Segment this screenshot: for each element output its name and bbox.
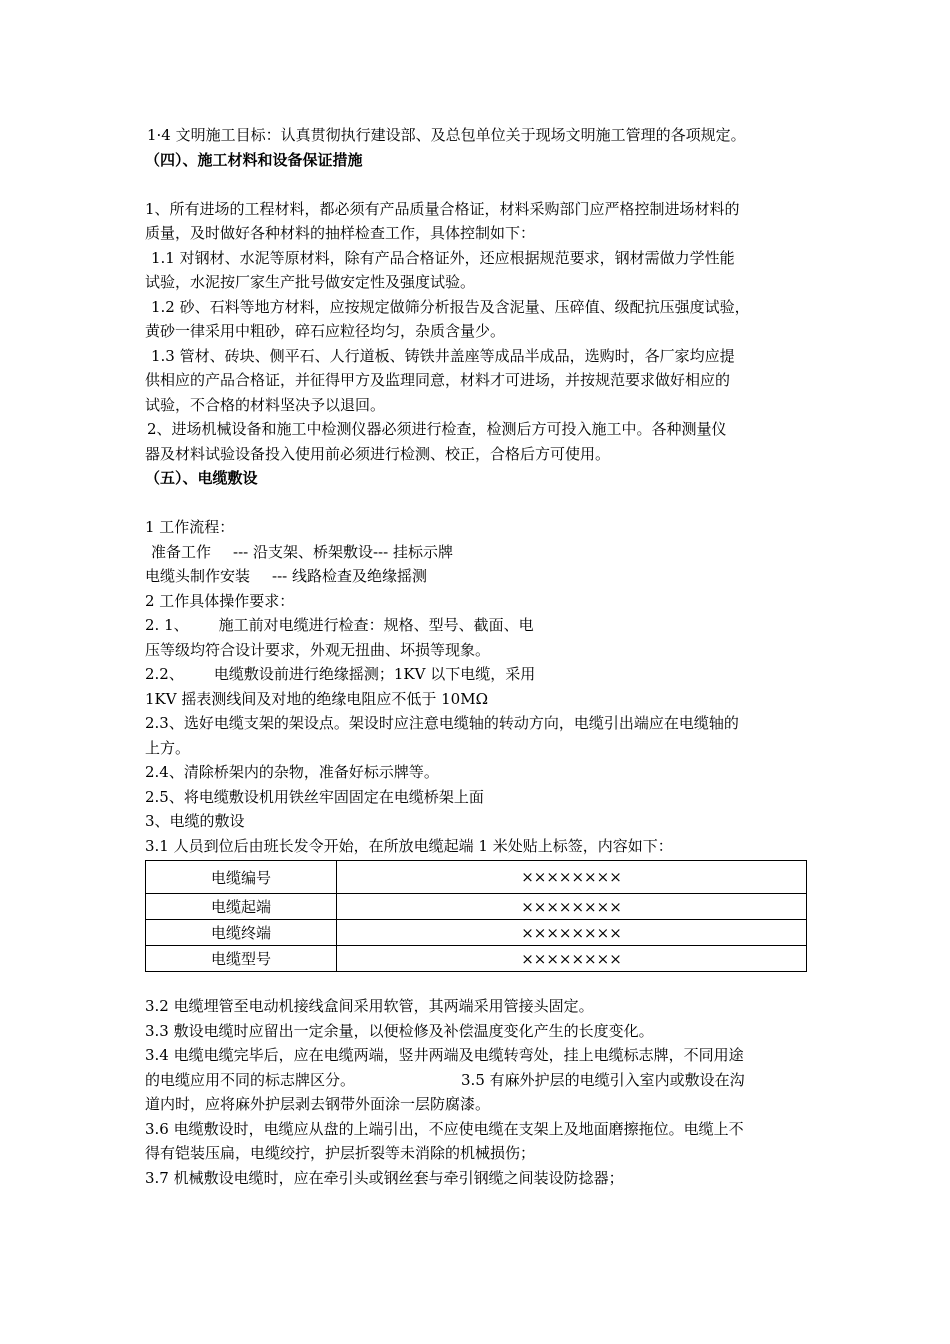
paragraph-line: 试验，水泥按厂家生产批号做安定性及强度试验。: [145, 273, 476, 291]
item-text: 施工前对电缆进行检查：规格、型号、截面、电: [218, 616, 534, 634]
section-heading-materials: （四）、施工材料和设备保证措施: [145, 150, 363, 169]
table-cell-key: 电缆型号: [146, 946, 337, 972]
paragraph-line: 3、电缆的敷设: [145, 812, 245, 830]
workflow-line: [145, 564, 810, 589]
workflow-step: --- 沿支架、桥架敷设--- 挂标示牌: [233, 542, 453, 561]
paragraph-line: 上方。: [145, 738, 191, 757]
workflow-step: 电缆头制作安装: [145, 567, 251, 585]
item-text: 的电缆应用不同的标志牌区分。: [145, 1070, 356, 1089]
cable-label-table: [145, 860, 807, 972]
paragraph-line: 供相应的产品合格证，并征得甲方及监理同意，材料才可进场，并按规范要求做好相应的: [145, 371, 731, 389]
paragraph-line: 2、进场机械设备和施工中检测仪器必须进行检查，检测后方可投入施工中。各种测量仪: [147, 420, 727, 438]
paragraph-line: [145, 1068, 810, 1093]
paragraph-line: 3.4 电缆电缆完毕后，应在电缆两端，竖井两端及电缆转弯处，挂上电缆标志牌，不同用途: [145, 1046, 744, 1064]
paragraph-line: 1、所有进场的工程材料，都必须有产品质量合格证，材料采购部门应严格控制进场材料的: [145, 199, 740, 218]
table-cell-value: ××××××××: [337, 894, 807, 920]
item-number: 2.2、: [145, 665, 184, 683]
paragraph-line: 1KV 摇表测线间及对地的绝缘电阻应不低于 10MΩ: [145, 689, 489, 708]
table-cell-key: 电缆终端: [146, 920, 337, 946]
workflow-line: [145, 540, 810, 565]
table-row: [146, 894, 807, 920]
paragraph-line: [145, 662, 810, 687]
paragraph-line: 2 工作具体操作要求：: [145, 591, 295, 610]
paragraph-line: 2.3、选好电缆支架的架设点。架设时应注意电缆轴的转动方向，电缆引出端应在电缆轴的: [145, 714, 739, 732]
table-cell-key: 电缆编号: [146, 861, 337, 894]
paragraph-line: 器及材料试验设备投入使用前必须进行检测、校正，合格后方可使用。: [145, 444, 611, 463]
document-body: [145, 123, 810, 1190]
paragraph-line: 3.2 电缆埋管至电动机接线盒间采用软管，其两端采用管接头固定。: [145, 997, 594, 1015]
paragraph-line: 质量，及时做好各种材料的抽样检查工作，具体控制如下：: [145, 224, 536, 242]
workflow-step: 准备工作: [151, 542, 212, 561]
table-cell-key: 电缆起端: [146, 894, 337, 920]
paragraph-line: [145, 613, 810, 638]
paragraph-civilized-construction: 1·4 文明施工目标：认真贯彻执行建设部、及总包单位关于现场文明施工管理的各项规定。: [147, 126, 746, 144]
paragraph-line: 3.7 机械敷设电缆时，应在牵引头或钢丝套与牵引钢缆之间装设防捻器；: [145, 1168, 624, 1187]
item-text: 3.5 有麻外护层的电缆引入室内或敷设在沟: [461, 1070, 745, 1089]
paragraph-line: 3.1 人员到位后由班长发令开始，在所放电缆起端 1 米处贴上标签，内容如下：: [145, 836, 673, 855]
paragraph-line: 得有铠装压扁，电缆绞拧，护层折裂等未消除的机械损伤；: [145, 1144, 536, 1162]
paragraph-line: 2.5、将电缆敷设机用铁丝牢固固定在电缆桥架上面: [145, 787, 484, 806]
paragraph-line: 1 工作流程：: [145, 518, 235, 536]
paragraph-line: 2.4、清除桥架内的杂物，准备好标示牌等。: [145, 763, 439, 781]
table-row: [146, 946, 807, 972]
paragraph-line: 1.1 对钢材、水泥等原材料，除有产品合格证外，还应根据规范要求，钢材需做力学性能: [151, 248, 735, 267]
paragraph-line: 1.3 管材、砖块、侧平石、人行道板、铸铁井盖座等成品半成品，选购时，各厂家均应提: [151, 346, 735, 365]
item-number: 2. 1、: [145, 616, 189, 634]
table-cell-value: ××××××××: [337, 920, 807, 946]
paragraph-line: 黄砂一律采用中粗砂，碎石应粒径均匀，杂质含量少。: [145, 322, 506, 340]
paragraph-line: 3.6 电缆敷设时，电缆应从盘的上端引出，不应使电缆在支架上及地面磨擦拖位。电缆上不: [145, 1119, 744, 1138]
table-cell-value: ××××××××: [337, 861, 807, 894]
table-row: [146, 861, 807, 894]
section-heading-cable-laying: （五）、电缆敷设: [145, 469, 258, 487]
workflow-step: --- 线路检查及绝缘摇测: [272, 567, 427, 585]
paragraph-line: 试验，不合格的材料坚决予以退回。: [145, 395, 386, 414]
table-row: [146, 920, 807, 946]
item-text: 电缆敷设前进行绝缘摇测；1KV 以下电缆，采用: [213, 665, 536, 683]
table-cell-value: ××××××××: [337, 946, 807, 972]
paragraph-line: 3.3 敷设电缆时应留出一定余量，以便检修及补偿温度变化产生的长度变化。: [145, 1021, 654, 1040]
paragraph-line: 压等级均符合设计要求，外观无扭曲、坏损等现象。: [145, 640, 491, 659]
paragraph-line: 道内时，应将麻外护层剥去钢带外面涂一层防腐漆。: [145, 1095, 491, 1113]
paragraph-line: 1.2 砂、石料等地方材料，应按规定做筛分析报告及含泥量、压碎值、级配抗压强度试验，: [151, 297, 750, 316]
